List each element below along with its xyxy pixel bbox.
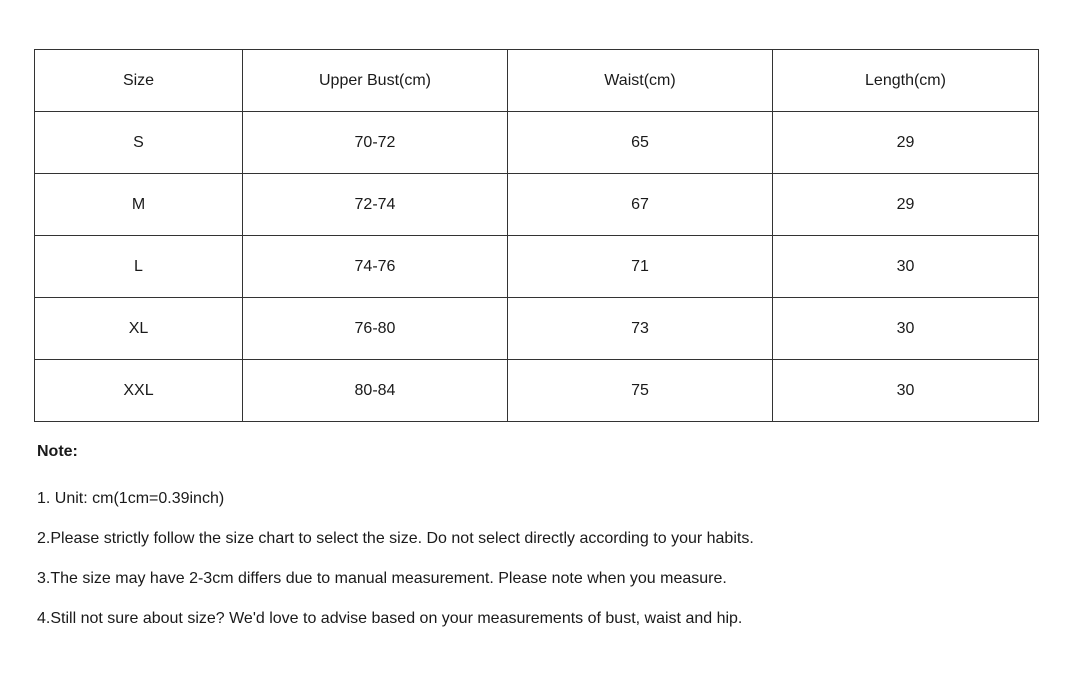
- cell-upper-bust: 76-80: [243, 298, 508, 360]
- cell-size: M: [35, 174, 243, 236]
- header-size: Size: [35, 50, 243, 112]
- notes-heading: Note:: [37, 443, 78, 460]
- header-upper-bust: Upper Bust(cm): [243, 50, 508, 112]
- cell-upper-bust: 72-74: [243, 174, 508, 236]
- header-length: Length(cm): [773, 50, 1039, 112]
- cell-upper-bust: 70-72: [243, 112, 508, 174]
- cell-size: S: [35, 112, 243, 174]
- cell-upper-bust: 74-76: [243, 236, 508, 298]
- cell-size: XL: [35, 298, 243, 360]
- table-header-row: [35, 50, 1039, 112]
- notes-list: [37, 490, 1037, 650]
- cell-upper-bust: 80-84: [243, 360, 508, 422]
- note-item: 2.Please strictly follow the size chart to select the size. Do not select directly according to your habits.: [37, 530, 754, 547]
- cell-length: 29: [773, 112, 1039, 174]
- cell-length: 30: [773, 236, 1039, 298]
- cell-size: XXL: [35, 360, 243, 422]
- header-waist: Waist(cm): [508, 50, 773, 112]
- note-item: 1. Unit: cm(1cm=0.39inch): [37, 490, 225, 507]
- cell-length: 30: [773, 360, 1039, 422]
- cell-length: 29: [773, 174, 1039, 236]
- table-row: [35, 298, 1039, 360]
- size-chart-table: [34, 49, 1039, 422]
- note-item: 3.The size may have 2-3cm differs due to manual measurement. Please note when you measure.: [37, 570, 727, 587]
- table-row: [35, 360, 1039, 422]
- cell-waist: 73: [508, 298, 773, 360]
- cell-waist: 75: [508, 360, 773, 422]
- notes-section: [37, 441, 1037, 627]
- table-row: [35, 112, 1039, 174]
- table-row: [35, 236, 1039, 298]
- cell-size: L: [35, 236, 243, 298]
- cell-waist: 67: [508, 174, 773, 236]
- note-item: 4.Still not sure about size? We'd love to advise based on your measurements of bust, waist and hip.: [37, 610, 743, 627]
- table-row: [35, 174, 1039, 236]
- cell-length: 30: [773, 298, 1039, 360]
- cell-waist: 65: [508, 112, 773, 174]
- cell-waist: 71: [508, 236, 773, 298]
